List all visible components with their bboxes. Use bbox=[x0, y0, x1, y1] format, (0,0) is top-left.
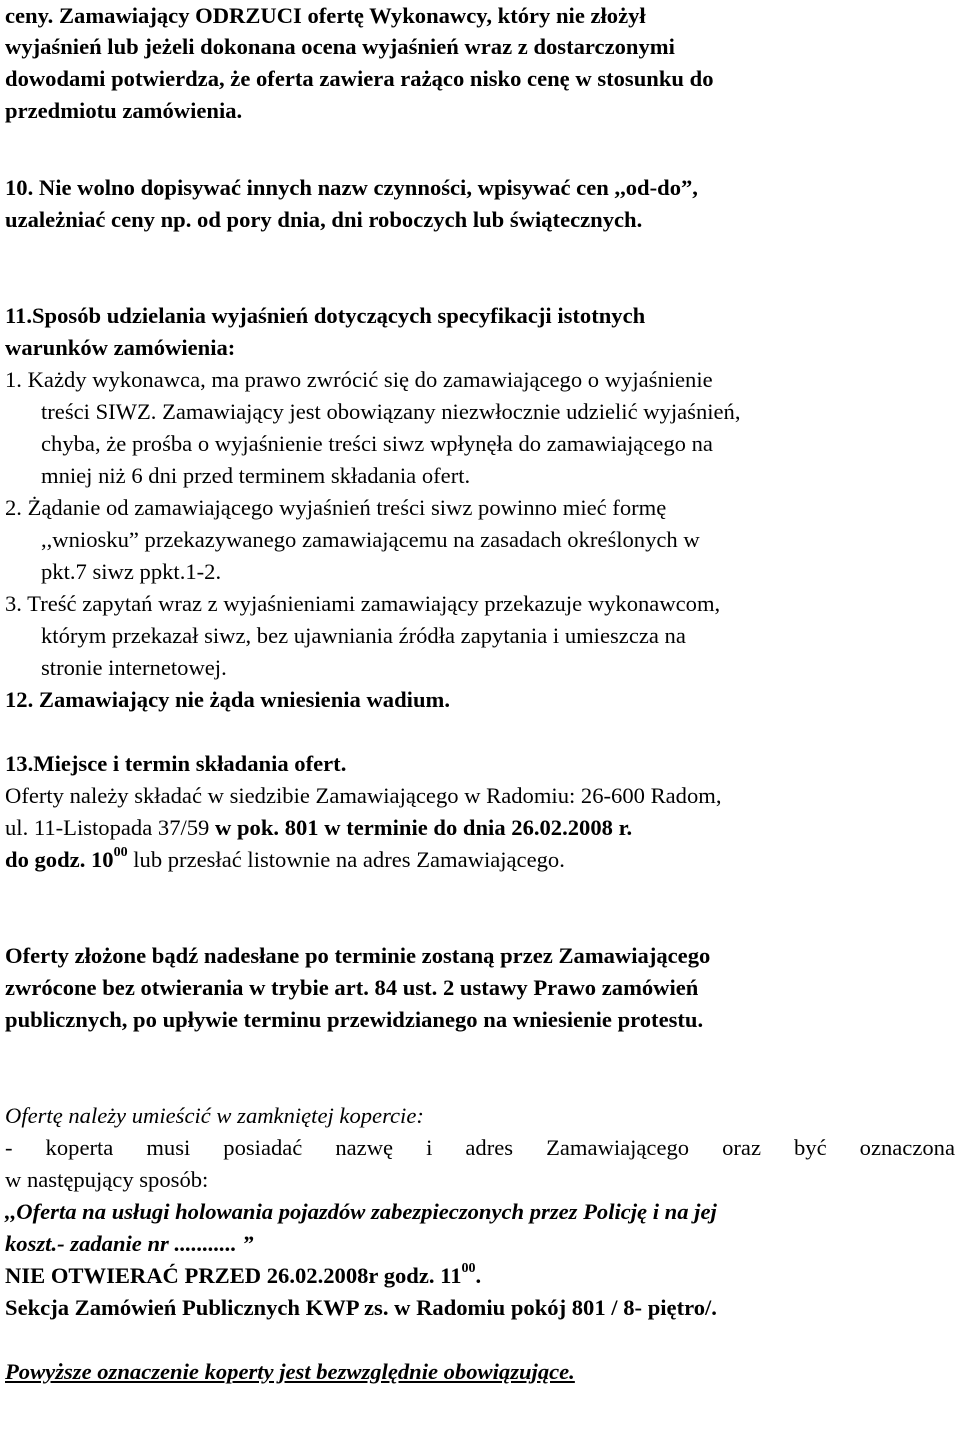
envelope-line-2: w następujący sposób: bbox=[5, 1167, 209, 1192]
item-3-line-1: 3. Treść zapytań wraz z wyjaśnieniami zamawiający przekazuje wykonawcom, bbox=[5, 591, 721, 616]
hour-text: do godz. 10 bbox=[5, 847, 114, 872]
para-rejection-line-3: dowodami potwierdza, że oferta zawiera rażąco nisko cenę w stosunku do bbox=[5, 66, 714, 91]
late-offers-line-3: publicznych, po upływie terminu przewidzianego na wniesienie protestu. bbox=[5, 1007, 704, 1032]
mail-text: lub przesłać listownie na adres Zamawiającego. bbox=[127, 847, 565, 872]
item-2-line-2: ,,wniosku” przekazywanego zamawiającemu na zasadach określonych w bbox=[41, 527, 700, 552]
address-text: ul. 11-Listopada 37/59 bbox=[5, 815, 216, 840]
section-13-heading: 13.Miejsce i termin składania ofert. bbox=[5, 751, 347, 776]
hour-minutes-superscript: 00 bbox=[113, 845, 128, 861]
para-rejection-line-2: wyjaśnień lub jeżeli dokonana ocena wyjaśnień wraz z dostarczonymi bbox=[5, 34, 675, 59]
item-2-line-3: pkt.7 siwz ppkt.1-2. bbox=[41, 559, 222, 584]
late-offers-line-1: Oferty złożone bądź nadesłane po terminie zostaną przez Zamawiającego bbox=[5, 943, 711, 968]
mandatory-marking-note: Powyższe oznaczenie koperty jest bezwzględnie obowiązujące. bbox=[5, 1359, 575, 1384]
envelope-line-1: - koperta musi posiadać nazwę i adres Zamawiającego oraz być oznaczona bbox=[5, 1135, 955, 1160]
item-1-line-1: 1. Każdy wykonawca, ma prawo zwrócić się do zamawiającego o wyjaśnienie bbox=[5, 367, 713, 392]
envelope-label-line-2: koszt.- zadanie nr ........... ” bbox=[5, 1231, 254, 1256]
item-2-line-1: 2. Żądanie od zamawiającego wyjaśnień treści siwz powinno mieć formę bbox=[5, 495, 667, 520]
para-rejection-line-1: ceny. Zamawiający ODRZUCI ofertę Wykonawcy, który nie złożył bbox=[5, 3, 646, 28]
late-offers-line-2: zwrócone bez otwierania w trybie art. 84 ust. 2 ustawy Prawo zamówień bbox=[5, 975, 699, 1000]
do-not-open-text: NIE OTWIERAĆ PRZED 26.02.2008r godz. 11 bbox=[5, 1263, 462, 1288]
item-1-line-3: chyba, że prośba o wyjaśnienie treści siwz wpłynęła do zamawiającego na bbox=[41, 431, 713, 456]
section-11-heading-line-1: 11.Sposób udzielania wyjaśnień dotyczących specyfikacji istotnych bbox=[5, 303, 646, 328]
section-13-line-2 bbox=[5, 812, 632, 844]
item-3-line-2: którym przekazał siwz, bez ujawniania źródła zapytania i umieszcza na bbox=[41, 623, 686, 648]
point-10-text: Nie wolno dopisywać innych nazw czynności, wpisywać cen ,,od-do”, bbox=[33, 175, 698, 200]
envelope-label-line-1: ,,Oferta na usługi holowania pojazdów zabezpieczonych przez Policję i na jej bbox=[5, 1199, 717, 1224]
envelope-heading: Ofertę należy umieścić w zamkniętej kopercie: bbox=[5, 1103, 424, 1128]
do-not-open-period: . bbox=[475, 1263, 482, 1288]
section-12-heading: 12. Zamawiający nie żąda wniesienia wadium. bbox=[5, 687, 450, 712]
point-10-number: 10. bbox=[5, 175, 34, 200]
item-1-line-4: mniej niż 6 dni przed terminem składania ofert. bbox=[41, 463, 471, 488]
item-3-line-3: stronie internetowej. bbox=[41, 655, 227, 680]
point-10-line-1 bbox=[5, 172, 698, 204]
section-13-line-3 bbox=[5, 844, 565, 876]
section-13-line-1: Oferty należy składać w siedzibie Zamawiającego w Radomiu: 26-600 Radom, bbox=[5, 783, 722, 808]
para-rejection-line-4: przedmiotu zamówienia. bbox=[5, 98, 243, 123]
do-not-open-minutes-superscript: 00 bbox=[461, 1261, 476, 1277]
item-1-line-2: treści SIWZ. Zamawiający jest obowiązany niezwłocznie udzielić wyjaśnień, bbox=[41, 399, 741, 424]
procurement-section-line: Sekcja Zamówień Publicznych KWP zs. w Radomiu pokój 801 / 8- piętro/. bbox=[5, 1295, 717, 1320]
point-10-line-2: uzależniać ceny np. od pory dnia, dni roboczych lub świątecznych. bbox=[5, 207, 643, 232]
section-11-heading-line-2: warunków zamówienia: bbox=[5, 335, 236, 360]
do-not-open-line bbox=[5, 1260, 481, 1292]
deadline-text: w pok. 801 w terminie do dnia 26.02.2008 r. bbox=[215, 815, 633, 840]
